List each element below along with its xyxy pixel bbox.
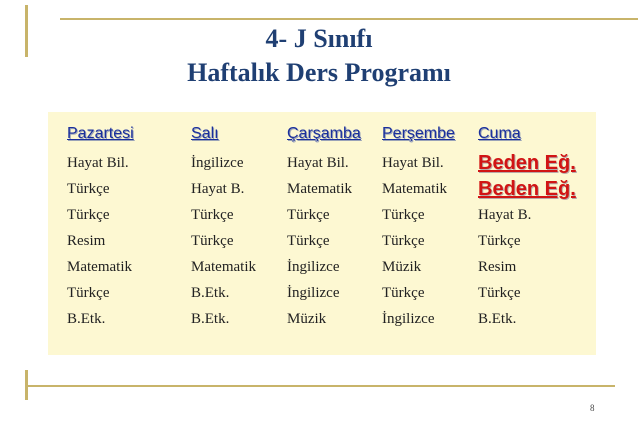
- table-cell: Türkçe: [287, 232, 330, 249]
- bottom-horizontal-rule: [25, 385, 615, 387]
- table-cell: İngilizce: [287, 284, 340, 301]
- table-row: [67, 280, 578, 306]
- table-cell: Hayat B.: [191, 180, 245, 197]
- table-cell: İngilizce: [191, 154, 244, 171]
- table-row: [67, 228, 578, 254]
- top-horizontal-rule: [60, 18, 638, 20]
- table-cell: Türkçe: [287, 206, 330, 223]
- table-cell: Türkçe: [382, 206, 425, 223]
- table-cell: Hayat Bil.: [287, 154, 349, 171]
- header-thursday: Perşembe: [382, 125, 455, 142]
- table-cell: Matematik: [191, 258, 256, 275]
- table-cell: Hayat Bil.: [382, 154, 444, 171]
- page-number: 8: [590, 403, 595, 413]
- table-cell: B.Etk.: [478, 310, 517, 327]
- table-row: [67, 254, 578, 280]
- table-cell: İngilizce: [382, 310, 435, 327]
- slide-subtitle: Haftalık Ders Programı: [187, 58, 451, 87]
- header-monday: Pazartesi: [67, 125, 134, 142]
- table-cell: Türkçe: [382, 232, 425, 249]
- table-cell: Resim: [478, 258, 517, 275]
- header-wednesday: Çarşamba: [287, 125, 361, 142]
- table-cell: Matematik: [67, 258, 132, 275]
- table-cell: Resim: [67, 232, 106, 249]
- table-cell: B.Etk.: [67, 310, 106, 327]
- table-row: [67, 202, 578, 228]
- table-row: [67, 176, 578, 202]
- table-cell: İngilizce: [287, 258, 340, 275]
- table-cell: Türkçe: [191, 232, 234, 249]
- highlighted-cell: Beden Eğ.: [478, 151, 576, 174]
- table-row: [67, 306, 578, 332]
- schedule-table: [67, 118, 578, 332]
- table-cell: Matematik: [287, 180, 352, 197]
- table-cell: Türkçe: [478, 232, 521, 249]
- table-cell: Müzik: [382, 258, 422, 275]
- table-cell: Türkçe: [67, 206, 110, 223]
- highlighted-cell: Beden Eğ.: [478, 177, 576, 200]
- header-row: [67, 118, 578, 150]
- table-cell: Türkçe: [67, 284, 110, 301]
- table-cell: Matematik: [382, 180, 447, 197]
- table-cell: B.Etk.: [191, 284, 230, 301]
- table-row: [67, 150, 578, 176]
- table-cell: Türkçe: [478, 284, 521, 301]
- table-cell: Türkçe: [382, 284, 425, 301]
- table-cell: Hayat Bil.: [67, 154, 129, 171]
- header-tuesday: Salı: [191, 125, 219, 142]
- table-cell: Hayat B.: [478, 206, 532, 223]
- table-cell: Türkçe: [191, 206, 234, 223]
- table-cell: Türkçe: [67, 180, 110, 197]
- schedule-panel: [48, 112, 596, 355]
- table-cell: Müzik: [287, 310, 327, 327]
- table-cell: B.Etk.: [191, 310, 230, 327]
- slide-title: 4- J Sınıfı: [265, 24, 373, 53]
- header-friday: Cuma: [478, 125, 521, 142]
